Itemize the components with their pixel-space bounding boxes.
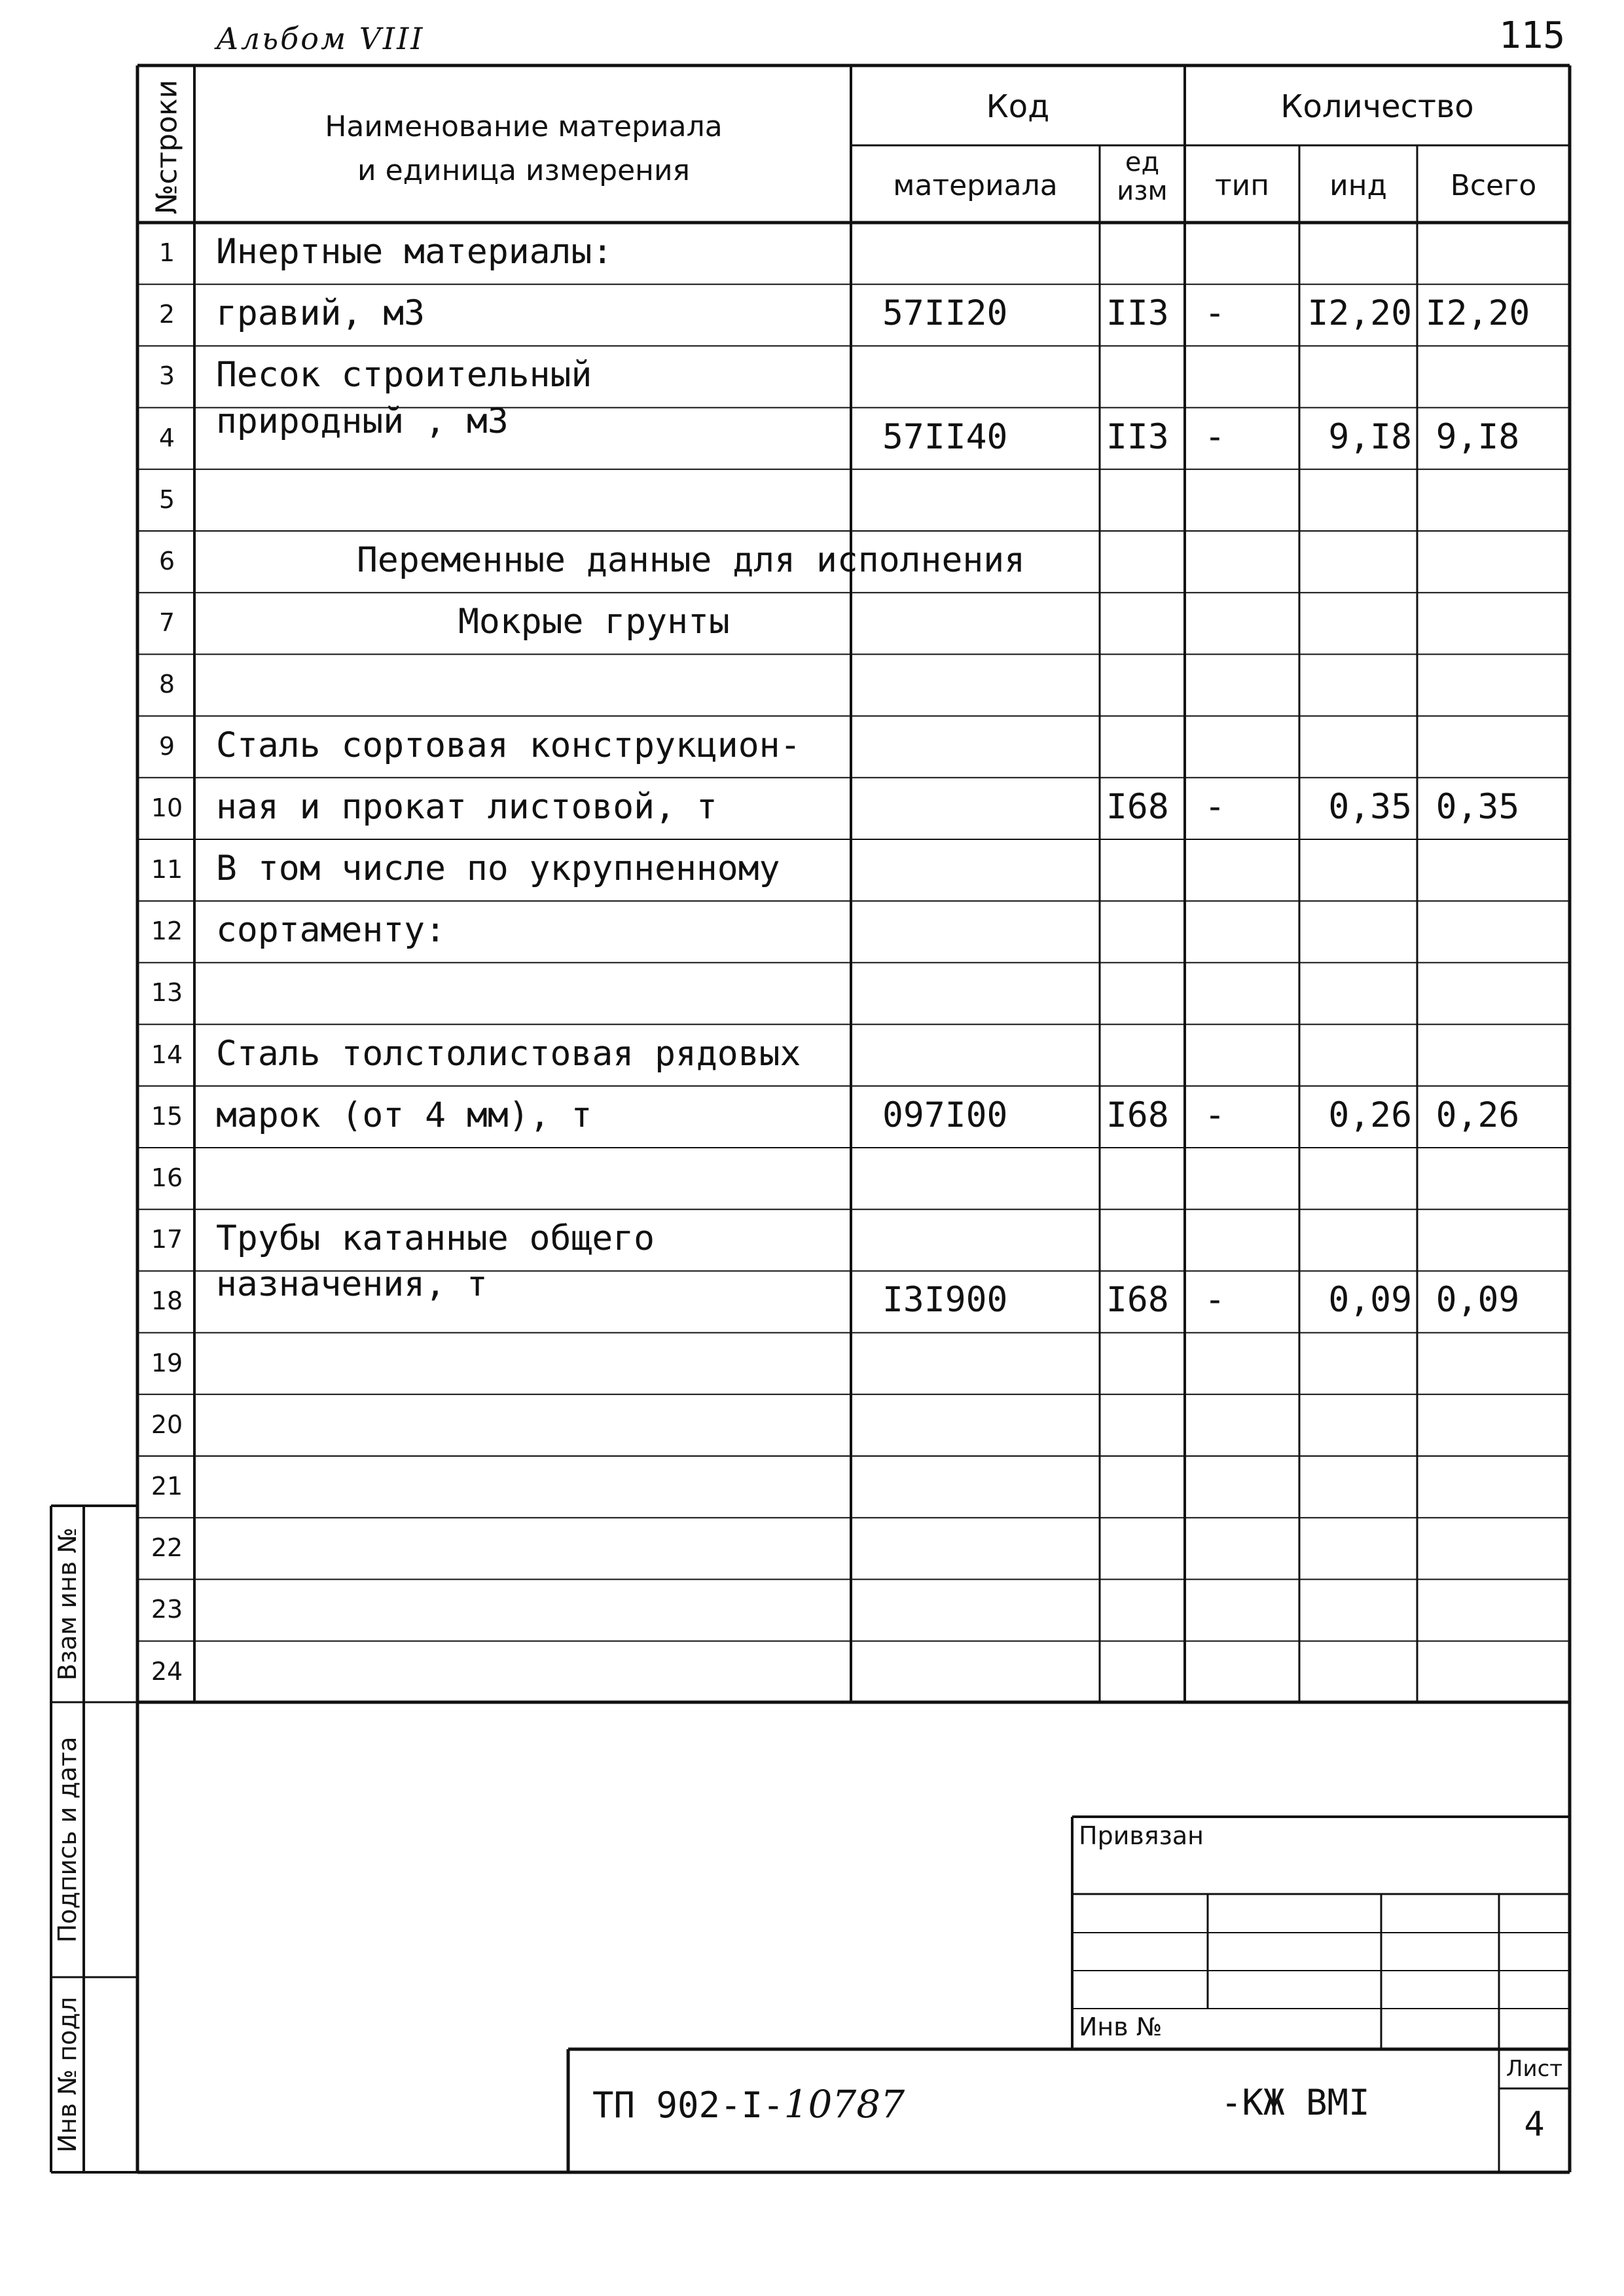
row-number: 6 [158, 547, 175, 575]
header-row-no-cell [139, 69, 194, 221]
row-number: 13 [151, 978, 183, 1007]
row-qty-total: I2,20 [1425, 293, 1530, 333]
row-material-name: назначения, т [216, 1264, 488, 1304]
row-code-unit: I68 [1106, 787, 1169, 827]
header-qty-type: тип [1215, 169, 1269, 202]
stamp-doc-code [592, 2082, 905, 2126]
row-number: 18 [151, 1286, 183, 1315]
row-number: 8 [158, 670, 175, 699]
row-number: 24 [151, 1657, 183, 1686]
row-number: 23 [151, 1595, 183, 1624]
row-qty-type: - [1204, 293, 1225, 333]
row-material-name: Переменные данные для исполнения [357, 540, 1026, 580]
row-material-name: природный , м3 [216, 401, 509, 441]
row-number: 9 [158, 732, 175, 761]
row-qty-type: - [1204, 1095, 1225, 1135]
row-qty-type: - [1204, 417, 1225, 457]
row-qty-ind: 9,I8 [1328, 417, 1412, 457]
row-number: 1 [158, 238, 175, 267]
header-qty-ind: инд [1329, 169, 1387, 202]
stamp-sheet-no: 4 [1524, 2105, 1545, 2144]
row-number: 14 [151, 1040, 183, 1069]
row-material-name: Инертные материалы: [216, 232, 613, 272]
header-qty-total: Всего [1450, 169, 1537, 202]
header-code-material: материала [893, 169, 1058, 202]
row-number: 16 [151, 1163, 183, 1192]
header-name-line1: Наименование материала [325, 110, 723, 143]
row-qty-ind: 0,35 [1328, 787, 1412, 827]
row-qty-total: 0,26 [1435, 1095, 1520, 1135]
row-number: 7 [158, 608, 175, 637]
row-material-name: Сталь сортовая конструкцион- [216, 725, 801, 765]
row-qty-total: 0,09 [1435, 1280, 1520, 1320]
row-qty-ind: I2,20 [1307, 293, 1412, 333]
row-material-name: марок (от 4 мм), т [216, 1095, 592, 1135]
row-qty-type: - [1204, 787, 1225, 827]
row-number: 10 [151, 793, 183, 822]
row-qty-total: 9,I8 [1435, 417, 1520, 457]
row-qty-ind: 0,09 [1328, 1280, 1412, 1320]
header-code-unit [1100, 148, 1185, 206]
row-number: 12 [151, 917, 183, 945]
row-code-material: 57II20 [882, 293, 1008, 333]
side-vzam-cell [51, 1506, 84, 1702]
stamp-sheet-label: Лист [1506, 2056, 1563, 2082]
row-number: 3 [158, 361, 175, 390]
row-code-unit: II3 [1106, 417, 1169, 457]
row-number: 19 [151, 1349, 183, 1377]
side-podpis-label: Подпись и дата [53, 1736, 82, 1943]
row-material-name: Сталь толстолистовая рядовых [216, 1034, 801, 1074]
side-podpis-cell [51, 1702, 84, 1977]
row-number: 22 [151, 1533, 183, 1562]
row-number: 5 [158, 485, 175, 514]
row-number: 17 [151, 1225, 183, 1254]
row-material-name: Трубы катанные общего [216, 1218, 655, 1258]
header-code-unit-line1: ед [1125, 147, 1160, 177]
header-code-group: Код [986, 88, 1050, 125]
row-qty-type: - [1204, 1280, 1225, 1320]
row-code-unit: I68 [1106, 1095, 1169, 1135]
row-code-material: I3I900 [882, 1280, 1008, 1320]
stamp-inv-no: Инв № [1079, 2013, 1163, 2041]
side-inv-podl-label: Инв № подл [53, 1997, 82, 2153]
row-number: 20 [151, 1410, 183, 1439]
album-note: Альбом VIII [216, 21, 425, 56]
row-number: 15 [151, 1102, 183, 1131]
row-code-unit: I68 [1106, 1280, 1169, 1320]
row-material-name: ная и прокат листовой, т [216, 787, 717, 827]
row-number: 2 [158, 300, 175, 329]
header-code-unit-line2: изм [1117, 176, 1168, 206]
row-code-material: 57II40 [882, 417, 1008, 457]
row-number: 11 [151, 855, 183, 884]
header-row-no: №строки [150, 79, 184, 215]
page-number: 115 [1499, 14, 1566, 57]
stamp-privyazan: Привязан [1079, 1821, 1204, 1850]
row-material-name: Песок строительный [216, 355, 592, 395]
header-qty-group: Количество [1280, 88, 1474, 125]
stamp-doc-suffix: -КЖ ВМI [1221, 2082, 1370, 2123]
stamp-doc-code-hand: 10787 [784, 2082, 905, 2126]
side-vzam-label: Взам инв № [53, 1527, 82, 1681]
stamp-doc-code-prefix: ТП 902-I- [592, 2085, 784, 2126]
row-material-name: В том числе по укрупненному [216, 848, 780, 888]
row-number: 21 [151, 1472, 183, 1501]
row-code-unit: II3 [1106, 293, 1169, 333]
row-material-name: Мокрые грунты [458, 602, 730, 642]
header-name-line2: и единица измерения [357, 154, 691, 187]
side-inv-podl-cell [51, 1977, 84, 2172]
row-code-material: 097I00 [882, 1095, 1008, 1135]
row-material-name: гравий, м3 [216, 293, 425, 333]
row-material-name: сортаменту: [216, 910, 446, 950]
row-qty-ind: 0,26 [1328, 1095, 1412, 1135]
row-number: 4 [158, 424, 175, 452]
row-qty-total: 0,35 [1435, 787, 1520, 827]
